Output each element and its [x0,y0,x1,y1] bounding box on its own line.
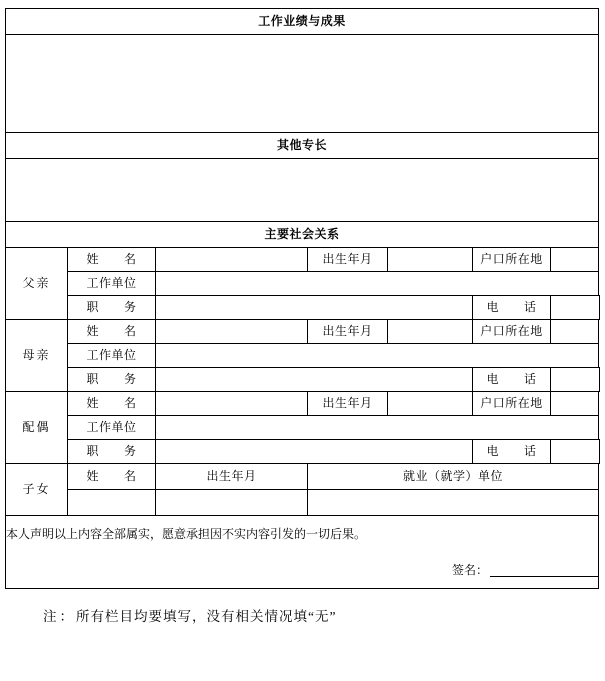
field-father-position[interactable] [156,296,473,320]
field-mother-position[interactable] [156,368,473,392]
field-father-name[interactable] [156,248,308,272]
field-child-birth[interactable] [156,490,308,516]
field-child-name[interactable] [68,490,156,516]
label-father-work-unit: 工作单位 [68,272,156,296]
field-spouse-residence[interactable] [551,392,599,416]
label-child-employment: 就业（就学）单位 [308,464,599,490]
field-child-employment[interactable] [308,490,599,516]
form-note [5,605,600,625]
label-father-name: 姓 名 [68,248,156,272]
label-spouse-position: 职 务 [68,440,156,464]
label-child-birth: 出生年月 [156,464,308,490]
label-child-name: 姓 名 [68,464,156,490]
label-mother-phone: 电 话 [473,368,551,392]
field-father-residence[interactable] [551,248,599,272]
section-title-performance: 工作业绩与成果 [6,9,599,35]
field-mother-residence[interactable] [551,320,599,344]
field-spouse-name[interactable] [156,392,308,416]
signature-input[interactable] [490,564,598,577]
label-mother-work-unit: 工作单位 [68,344,156,368]
signature-row [6,552,599,589]
field-father-phone[interactable] [551,296,600,320]
label-father-birth: 出生年月 [308,248,388,272]
label-spouse-phone: 电 话 [473,440,551,464]
signature-label: 签名： [452,562,489,577]
section-title-specialty: 其他专长 [6,133,599,159]
relation-role-spouse: 配偶 [6,392,68,464]
field-spouse-birth[interactable] [388,392,473,416]
field-spouse-work-unit[interactable] [156,416,599,440]
label-father-position: 职 务 [68,296,156,320]
field-spouse-phone[interactable] [551,440,600,464]
field-mother-birth[interactable] [388,320,473,344]
label-mother-residence: 户口所在地 [473,320,551,344]
label-spouse-work-unit: 工作单位 [68,416,156,440]
declaration-text: 本人声明以上内容全部属实，愿意承担因不实内容引发的一切后果。 [6,516,599,553]
note-text: 所有栏目均要填写，没有相关情况填“无” [76,609,337,624]
field-father-work-unit[interactable] [156,272,599,296]
note-prefix: 注： [43,609,76,624]
label-mother-birth: 出生年月 [308,320,388,344]
label-spouse-birth: 出生年月 [308,392,388,416]
label-spouse-name: 姓 名 [68,392,156,416]
label-spouse-residence: 户口所在地 [473,392,551,416]
label-father-residence: 户口所在地 [473,248,551,272]
specialty-content-area[interactable] [6,159,599,222]
section-title-relations: 主要社会关系 [6,222,599,248]
field-mother-phone[interactable] [551,368,600,392]
label-father-phone: 电 话 [473,296,551,320]
relation-role-children: 子女 [6,464,68,516]
label-mother-name: 姓 名 [68,320,156,344]
field-spouse-position[interactable] [156,440,473,464]
field-mother-work-unit[interactable] [156,344,599,368]
label-mother-position: 职 务 [68,368,156,392]
personnel-form-table [5,8,600,589]
field-father-birth[interactable] [388,248,473,272]
performance-content-area[interactable] [6,35,599,133]
relation-role-father: 父亲 [6,248,68,320]
field-mother-name[interactable] [156,320,308,344]
relation-role-mother: 母亲 [6,320,68,392]
